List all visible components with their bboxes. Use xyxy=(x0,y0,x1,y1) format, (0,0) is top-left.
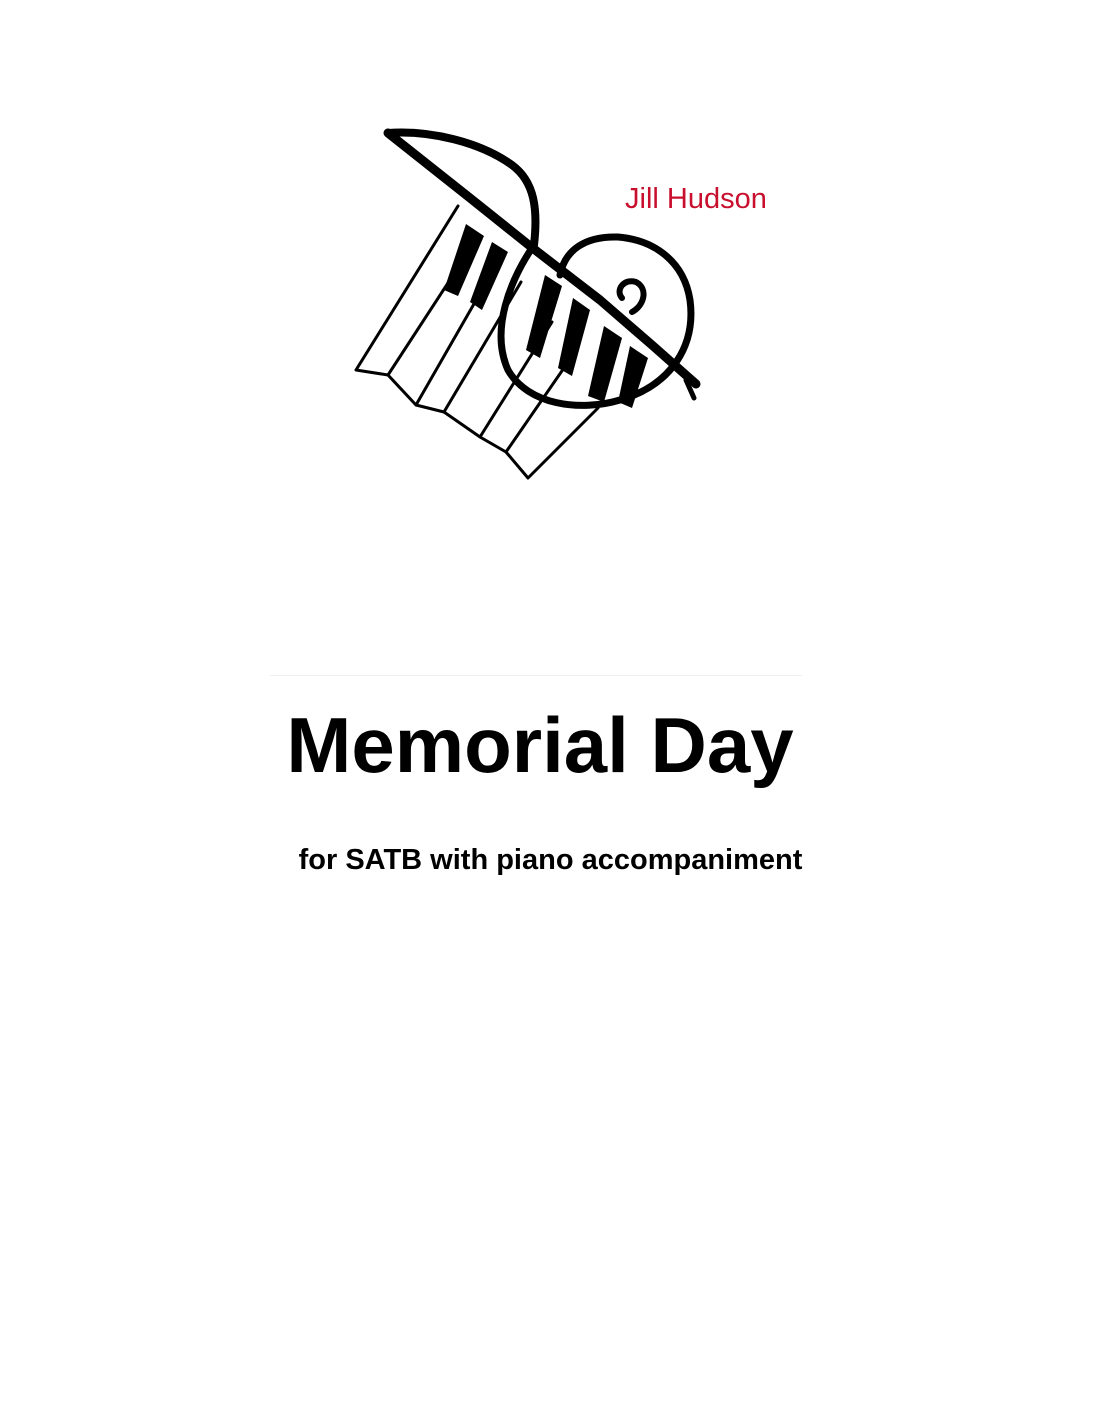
page-title: Memorial Day xyxy=(286,701,794,789)
page-subtitle: for SATB with piano accompaniment xyxy=(298,844,803,876)
title-divider xyxy=(270,675,802,676)
composer-name: Jill Hudson xyxy=(625,183,767,215)
piano-keys-treble-clef-icon xyxy=(340,120,720,495)
